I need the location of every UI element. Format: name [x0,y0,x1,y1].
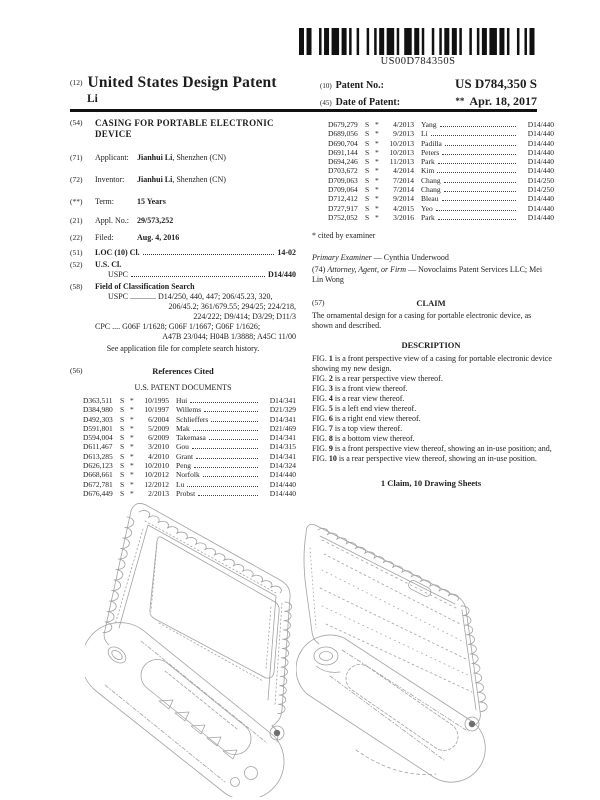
uspc-search-line: 206/45.2; 361/679.55; 294/25; 224/218, [168,302,296,311]
ref-date: 6/2009 [148,433,169,443]
ref-patent-number: D689,056 [328,129,358,139]
ref-patent-number: D384,980 [83,405,113,415]
dotted-leader [196,458,258,459]
ref-kind-code: S [120,488,125,498]
ref-kind-code: S [120,433,125,443]
application-number-value: 29/573,252 [137,216,174,225]
ref-kind-code: S [365,175,370,185]
ref-kind-code: S [120,470,125,480]
ref-classification: D14/341 [269,433,296,443]
dotted-leader [193,430,258,431]
ref-patent-number: D694,246 [328,157,358,167]
ref-inventor-name: Hui [176,396,188,405]
ref-patent-number: D613,285 [83,451,113,461]
figure-description-line: FIG. 6 is a right end view thereof. [312,414,421,424]
field-of-search-label: Field of Classification Search [95,282,195,291]
patent-number-label: Patent No.: [335,80,384,91]
ref-date: 10/2013 [389,147,414,157]
term-extension-stars: ** [455,96,465,106]
attorney-label: Attorney, Agent, or Firm [327,265,407,275]
front-perspective-drawing [85,495,297,797]
ref-inventor-name: Chang [421,175,441,185]
claim-text: The ornamental design for a casing for portable electronic device, as shown and described. [312,311,532,331]
figure-description-line: FIG. 4 is a rear view thereof. [312,394,405,404]
dotted-leader [131,276,265,277]
inventor-name: Jianhui Li [137,175,173,184]
applicant-name: Jianhui Li [137,153,173,162]
ref-patent-number: D752,052 [328,212,358,222]
ref-classification: D14/440 [527,157,554,167]
header-left [70,74,320,105]
field-number: (74) [312,265,326,275]
ref-patent-number: D712,412 [328,194,358,204]
reference-row [70,461,296,470]
ref-date: 12/2012 [144,479,169,489]
dotted-leader [444,182,516,183]
application-number-field [70,216,296,226]
header-divider-rule [70,109,537,112]
uspc-value: D14/440 [268,270,296,279]
applicant-label: Applicant: [95,153,129,162]
field-number: (57) [312,298,325,308]
reference-row [70,405,296,414]
ref-examiner-star: * [375,129,379,139]
ref-classification: D14/250 [527,185,554,195]
claim-heading: (57) CLAIM [308,298,554,308]
ref-kind-code: S [365,212,370,222]
reference-row [70,396,296,405]
figure-description-line: FIG. 3 is a front view thereof. [312,384,408,394]
ref-kind-code: S [365,166,370,176]
ref-patent-number: D626,123 [83,461,113,471]
ref-examiner-star: * [130,451,134,461]
dotted-leader [187,486,258,487]
ref-examiner-star: * [375,203,379,213]
ref-date: 9/2013 [393,129,414,139]
field-number: (72) [70,175,83,184]
ref-classification: D14/341 [269,451,296,461]
ref-inventor-name: Probst [176,488,196,498]
ref-inventor-name: Kim [421,166,435,176]
barcode-image [299,28,537,55]
primary-examiner-line: Primary Examiner — Cynthia Underwood [312,253,449,263]
ref-kind-code: S [120,442,125,452]
dotted-leader [431,135,516,136]
inventor-label: Inventor: [95,175,125,184]
dotted-leader [204,411,258,412]
ref-inventor-name: Li [421,129,428,139]
ref-kind-code: S [120,405,125,415]
ref-examiner-star: * [130,479,134,489]
ref-patent-number: D709,064 [328,185,358,195]
dotted-leader [442,154,516,155]
ref-examiner-star: * [130,470,134,480]
ref-classification: D14/440 [269,479,296,489]
description-heading: DESCRIPTION [401,340,461,351]
reference-row [70,470,296,479]
ref-examiner-star: * [130,442,134,452]
ref-inventor-name: Park [421,212,435,222]
ref-classification: D14/440 [527,147,554,157]
ref-kind-code: S [365,203,370,213]
primary-examiner-label: Primary Examiner [312,253,372,263]
field-number: (22) [70,233,83,242]
ref-kind-code: S [120,479,125,489]
ref-classification: D14/341 [269,414,296,424]
reference-row [70,433,296,442]
references-table-right [308,120,554,222]
ref-kind-code: S [120,396,125,405]
ref-date: 9/2014 [393,194,414,204]
reference-row [70,442,296,451]
ref-patent-number: D363,511 [83,396,113,405]
ref-classification: D14/315 [269,442,296,452]
loc-class-label: LOC (10) Cl. [95,248,140,257]
uspc-search-line: USPC ............. D14/250, 440, 447; 206/45.23, 320, [108,292,273,301]
kind-code-number: (12) [70,78,83,87]
ref-date: 10/2013 [389,138,414,148]
ref-inventor-name: Yeo [421,203,433,213]
ref-date: 7/2014 [393,185,414,195]
inventor-location: , Shenzhen (CN) [172,175,226,184]
dotted-leader [209,439,258,440]
ref-date: 6/2004 [148,414,169,424]
bibliographic-right-column [308,118,554,488]
ref-patent-number: D668,661 [83,470,113,480]
field-number: (45) [320,99,332,107]
ref-classification: D14/341 [269,396,296,405]
ref-examiner-star: * [130,405,134,415]
ref-classification: D14/440 [527,129,554,139]
dotted-leader [211,421,258,422]
reference-row [308,194,554,203]
invention-title: CASING FOR PORTABLE ELECTRONIC DEVICE [95,118,274,139]
dotted-leader [190,402,258,403]
ref-patent-number: D676,449 [83,488,113,498]
ref-patent-number: D679,279 [328,120,358,129]
reference-row [308,129,554,138]
figure-description-line: FIG. 1 is a front perspective view of a casing for portable electronic device showing my new design. [312,354,552,374]
ref-date: 4/2014 [393,166,414,176]
ref-date: 11/2013 [389,157,414,167]
filed-label: Filed: [95,233,114,242]
patent-number-value: US D784,350 S [455,76,537,91]
ref-kind-code: S [120,451,125,461]
ref-kind-code: S [365,147,370,157]
cpc-search-line: CPC .... G06F 1/1628; G06F 1/1667; G06F 1/1626; [95,322,261,331]
primary-examiner-name: Cynthia Underwood [383,253,449,263]
rear-perspective-drawing [296,498,524,786]
ref-examiner-star: * [130,488,134,498]
ref-classification: D14/250 [527,175,554,185]
ref-inventor-name: Chang [421,185,441,195]
ref-patent-number: D611,467 [83,442,113,452]
ref-inventor-name: Lu [176,479,185,489]
ref-examiner-star: * [375,194,379,204]
ref-examiner-star: * [375,138,379,148]
ref-patent-number: D672,781 [83,479,113,489]
ref-date: 5/2009 [148,423,169,433]
ref-inventor-name: Norfolk [176,470,200,480]
ref-classification: D14/440 [527,194,554,204]
ref-inventor-name: Grant [176,451,194,461]
ref-classification: D14/440 [269,488,296,498]
ref-examiner-star: * [130,396,134,405]
bibliographic-left-column [70,118,296,498]
inventor-field [70,175,296,185]
ref-kind-code: S [365,120,370,129]
figure-description-line: FIG. 7 is a top view thereof. [312,424,403,434]
reference-row [308,185,554,194]
ref-kind-code: S [365,129,370,139]
ref-classification: D21/469 [269,423,296,433]
term-value: 15 Years [137,197,166,206]
drawing-sheet [0,492,600,800]
title-field [70,118,296,140]
us-class-field [70,260,296,280]
ref-kind-code: S [120,423,125,433]
reference-row [308,148,554,157]
figure-description-line: FIG. 8 is a bottom view thereof. [312,434,415,444]
ref-classification: D14/440 [269,470,296,480]
ref-examiner-star: * [375,120,379,129]
term-label: Term: [95,197,114,206]
ref-date: 3/2016 [393,212,414,222]
header-right [320,76,537,111]
ref-date: 2/2013 [148,488,169,498]
figure-description-line: FIG. 2 is a rear perspective view thereof. [312,374,443,384]
ref-date: 10/1997 [144,405,169,415]
filed-field [70,233,296,243]
reference-row [70,424,296,433]
dotted-leader [444,191,516,192]
reference-row [308,120,554,129]
ref-examiner-star: * [130,461,134,471]
ref-classification: D14/440 [527,138,554,148]
ref-examiner-star: * [130,433,134,443]
document-type-title: United States Design Patent [87,74,277,91]
ref-kind-code: S [120,461,125,471]
dotted-leader [437,172,516,173]
reference-row [308,176,554,185]
ref-patent-number: D594,004 [83,433,113,443]
inventor-surname: Li [87,93,98,105]
ref-examiner-star: * [375,157,379,167]
ref-kind-code: S [365,194,370,204]
applicant-location: , Shenzhen (CN) [172,153,226,162]
term-field [70,197,296,207]
dotted-leader [203,476,258,477]
references-table-left [70,396,296,498]
ref-examiner-star: * [375,185,379,195]
ref-classification: D21/329 [269,405,296,415]
reference-row [308,166,554,175]
dotted-leader [442,200,517,201]
uspc-label: USPC [108,270,129,279]
ref-inventor-name: Padilla [421,138,442,148]
ref-examiner-star: * [375,212,379,222]
ref-patent-number: D727,917 [328,203,358,213]
field-number: (71) [70,153,83,162]
field-of-search [70,282,296,342]
field-number: (**) [70,197,83,206]
dotted-leader [438,163,516,164]
references-cited-heading: (56) References Cited [70,366,214,376]
ref-examiner-star: * [130,414,134,424]
field-number: (10) [320,82,332,90]
ref-inventor-name: Mak [176,423,190,433]
ref-kind-code: S [365,157,370,167]
reference-row [70,480,296,489]
figure-description-line: FIG. 10 is a rear perspective view thereof, showing an in-use position. [312,454,537,464]
ref-patent-number: D709,063 [328,175,358,185]
patent-number-row [320,76,537,92]
ref-classification: D14/440 [527,203,554,213]
ref-kind-code: S [365,138,370,148]
application-number-label: Appl. No.: [95,216,129,225]
barcode-block [299,28,537,67]
reference-row [308,204,554,213]
ref-examiner-star: * [375,166,379,176]
ref-classification: D14/440 [527,166,554,176]
ref-inventor-name: Takemasa [176,433,206,443]
cpc-search-line: A47B 23/044; H04B 1/3888; A45C 11/00 [162,332,296,341]
ref-inventor-name: Peng [176,461,191,471]
figure-description-line: FIG. 5 is a left end view thereof. [312,404,417,414]
ref-date: 4/2013 [393,120,414,129]
ref-examiner-star: * [130,423,134,433]
ref-kind-code: S [120,414,125,424]
us-class-label: U.S. Cl. [95,260,122,269]
reference-row [308,157,554,166]
patent-date-value: Apr. 18, 2017 [469,94,537,108]
field-number: (58) [70,282,83,291]
dotted-leader [143,254,275,255]
ref-patent-number: D492,303 [83,414,113,424]
ref-date: 4/2010 [148,451,169,461]
dotted-leader [445,145,516,146]
field-number: (21) [70,216,83,225]
filed-value: Aug. 4, 2016 [137,233,180,242]
field-number: (54) [70,118,83,127]
ref-date: 3/2010 [148,442,169,452]
dotted-leader [194,467,258,468]
reference-row [308,213,554,222]
ref-patent-number: D691,144 [328,147,358,157]
dotted-leader [438,219,516,220]
ref-date: 10/2010 [144,461,169,471]
field-number: (56) [70,366,83,375]
cited-by-examiner-note: * cited by examiner [312,231,376,241]
reference-row [70,452,296,461]
ref-inventor-name: Schlieffers [176,414,209,424]
field-number: (52) [70,260,83,269]
ref-patent-number: D703,672 [328,166,358,176]
applicant-field [70,153,296,163]
ref-examiner-star: * [375,147,379,157]
claims-sheets-note: 1 Claim, 10 Drawing Sheets [380,478,482,489]
patent-date-label: Date of Patent: [335,97,401,108]
search-history-note: See application file for complete search history. [106,344,260,353]
ref-inventor-name: Yang [421,120,437,129]
ref-examiner-star: * [375,175,379,185]
dotted-leader [440,126,517,127]
ref-classification: D14/324 [269,461,296,471]
ref-date: 4/2015 [393,203,414,213]
attorney-line: (74) Attorney, Agent, or Firm — Novoclaims Patent Services LLC; Mei Lin Wong [312,265,543,285]
ref-inventor-name: Gou [176,442,189,452]
attorney-name: Novoclaims Patent Services LLC; Mei Lin Wong [312,265,543,285]
loc-class-field [70,248,296,258]
description-lines [308,354,554,464]
ref-classification: D14/440 [527,212,554,222]
dotted-leader [192,448,258,449]
uspc-search-line: 224/222; D9/414; D3/29; D11/3 [193,312,296,321]
loc-class-value: 14-02 [277,248,296,257]
ref-patent-number: D690,704 [328,138,358,148]
ref-date: 10/2012 [144,470,169,480]
reference-row [70,415,296,424]
ref-date: 7/2014 [393,175,414,185]
ref-inventor-name: Peters [421,147,440,157]
barcode-number: US00D784350S [380,56,456,67]
figure-description-line: FIG. 9 is a front perspective view thereof, showing an in-use position; and, [312,444,552,454]
field-number: (51) [70,248,83,257]
ref-kind-code: S [365,185,370,195]
ref-classification: D14/440 [527,120,554,129]
reference-row [308,139,554,148]
dotted-leader [436,210,516,211]
patent-date-row [320,94,537,109]
ref-inventor-name: Willems [176,405,202,415]
ref-patent-number: D591,801 [83,423,113,433]
ref-inventor-name: Bleau [421,194,439,204]
ref-date: 10/1995 [144,396,169,405]
us-patent-documents-heading: U.S. PATENT DOCUMENTS [134,383,232,392]
ref-inventor-name: Park [421,157,435,167]
